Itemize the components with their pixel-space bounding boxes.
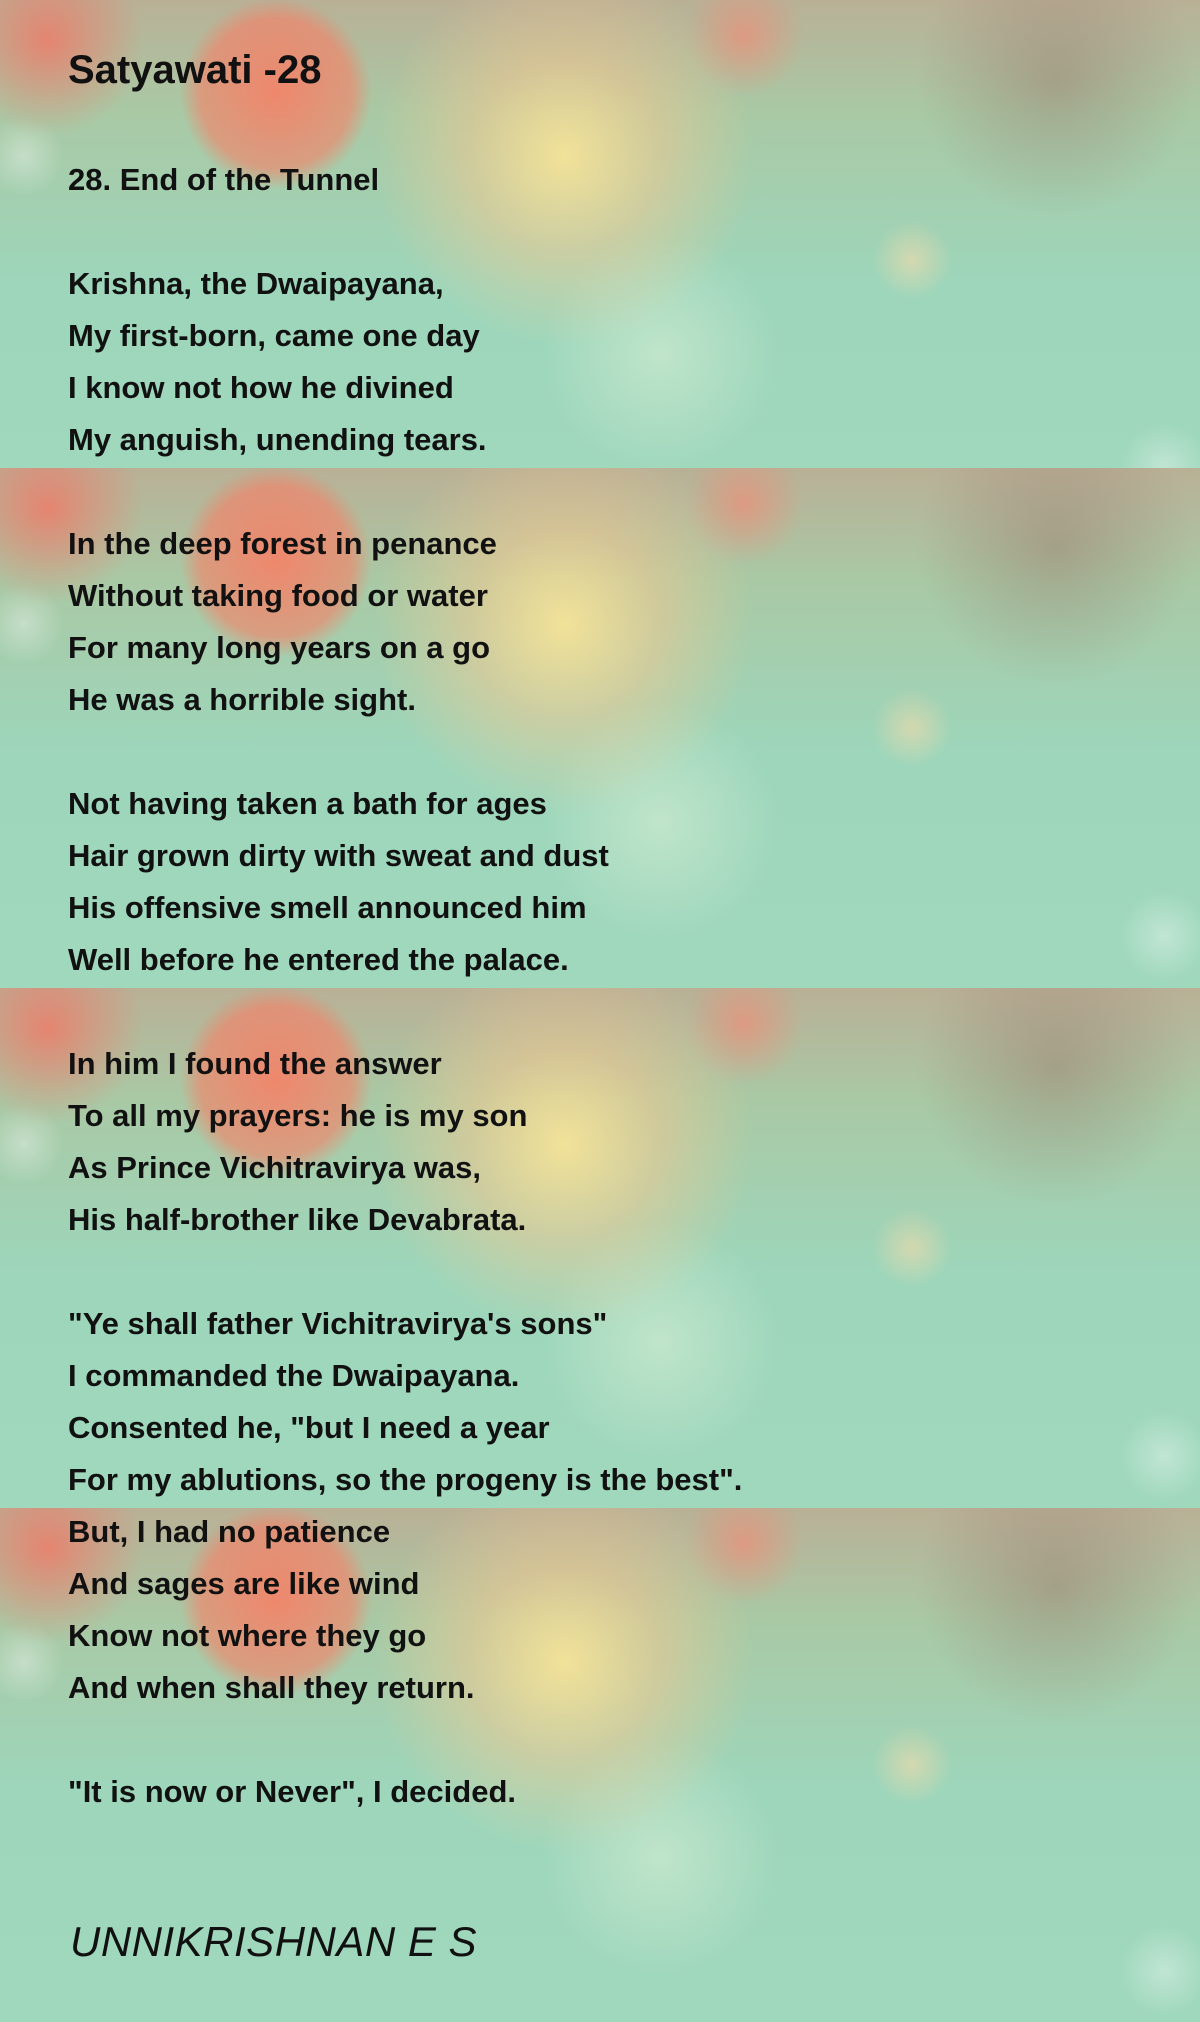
poem-line: For many long years on a go [68,630,491,665]
poem-line: Without taking food or water [68,578,488,613]
poem-line: His half-brother like Devabrata. [68,1202,527,1237]
poem-line: Well before he entered the palace. [68,942,569,977]
poem-line: My first-born, came one day [68,318,480,353]
poem-line: I commanded the Dwaipayana. [68,1358,520,1393]
poem-line: In the deep forest in penance [68,526,497,561]
poem-line: 28. End of the Tunnel [68,162,380,197]
poem-line: In him I found the answer [68,1046,442,1081]
poem-line: "Ye shall father Vichitravirya's sons" [68,1306,608,1341]
poem-line: Consented he, "but I need a year [68,1410,550,1445]
poem-line: Hair grown dirty with sweat and dust [68,838,609,873]
stanza-gap [68,206,1168,258]
poem-line: My anguish, unending tears. [68,422,487,457]
poem-line: Krishna, the Dwaipayana, [68,266,444,301]
stanza-gap [68,726,1168,778]
stanza-gap [68,986,1168,1038]
stanza-gap [68,1714,1168,1766]
poem-line: For my ablutions, so the progeny is the best". [68,1462,743,1497]
poem-line: Know not where they go [68,1618,427,1653]
poem-line: As Prince Vichitravirya was, [68,1150,481,1185]
poem-line: Not having taken a bath for ages [68,786,547,821]
poem-line: I know not how he divined [68,370,454,405]
poem-title: Satyawati -28 [68,48,322,92]
poem-author: UNNIKRISHNAN E S [70,1918,478,1965]
poem-line: And when shall they return. [68,1670,475,1705]
stanza-gap [68,1246,1168,1298]
poem-line: To all my prayers: he is my son [68,1098,528,1133]
stanza-gap [68,466,1168,518]
poem-line: But, I had no patience [68,1514,391,1549]
poem-line: He was a horrible sight. [68,682,416,717]
poem-line: And sages are like wind [68,1566,420,1601]
poem-line: His offensive smell announced him [68,890,587,925]
poem-body [68,154,1168,1818]
poem-line: "It is now or Never", I decided. [68,1774,517,1809]
